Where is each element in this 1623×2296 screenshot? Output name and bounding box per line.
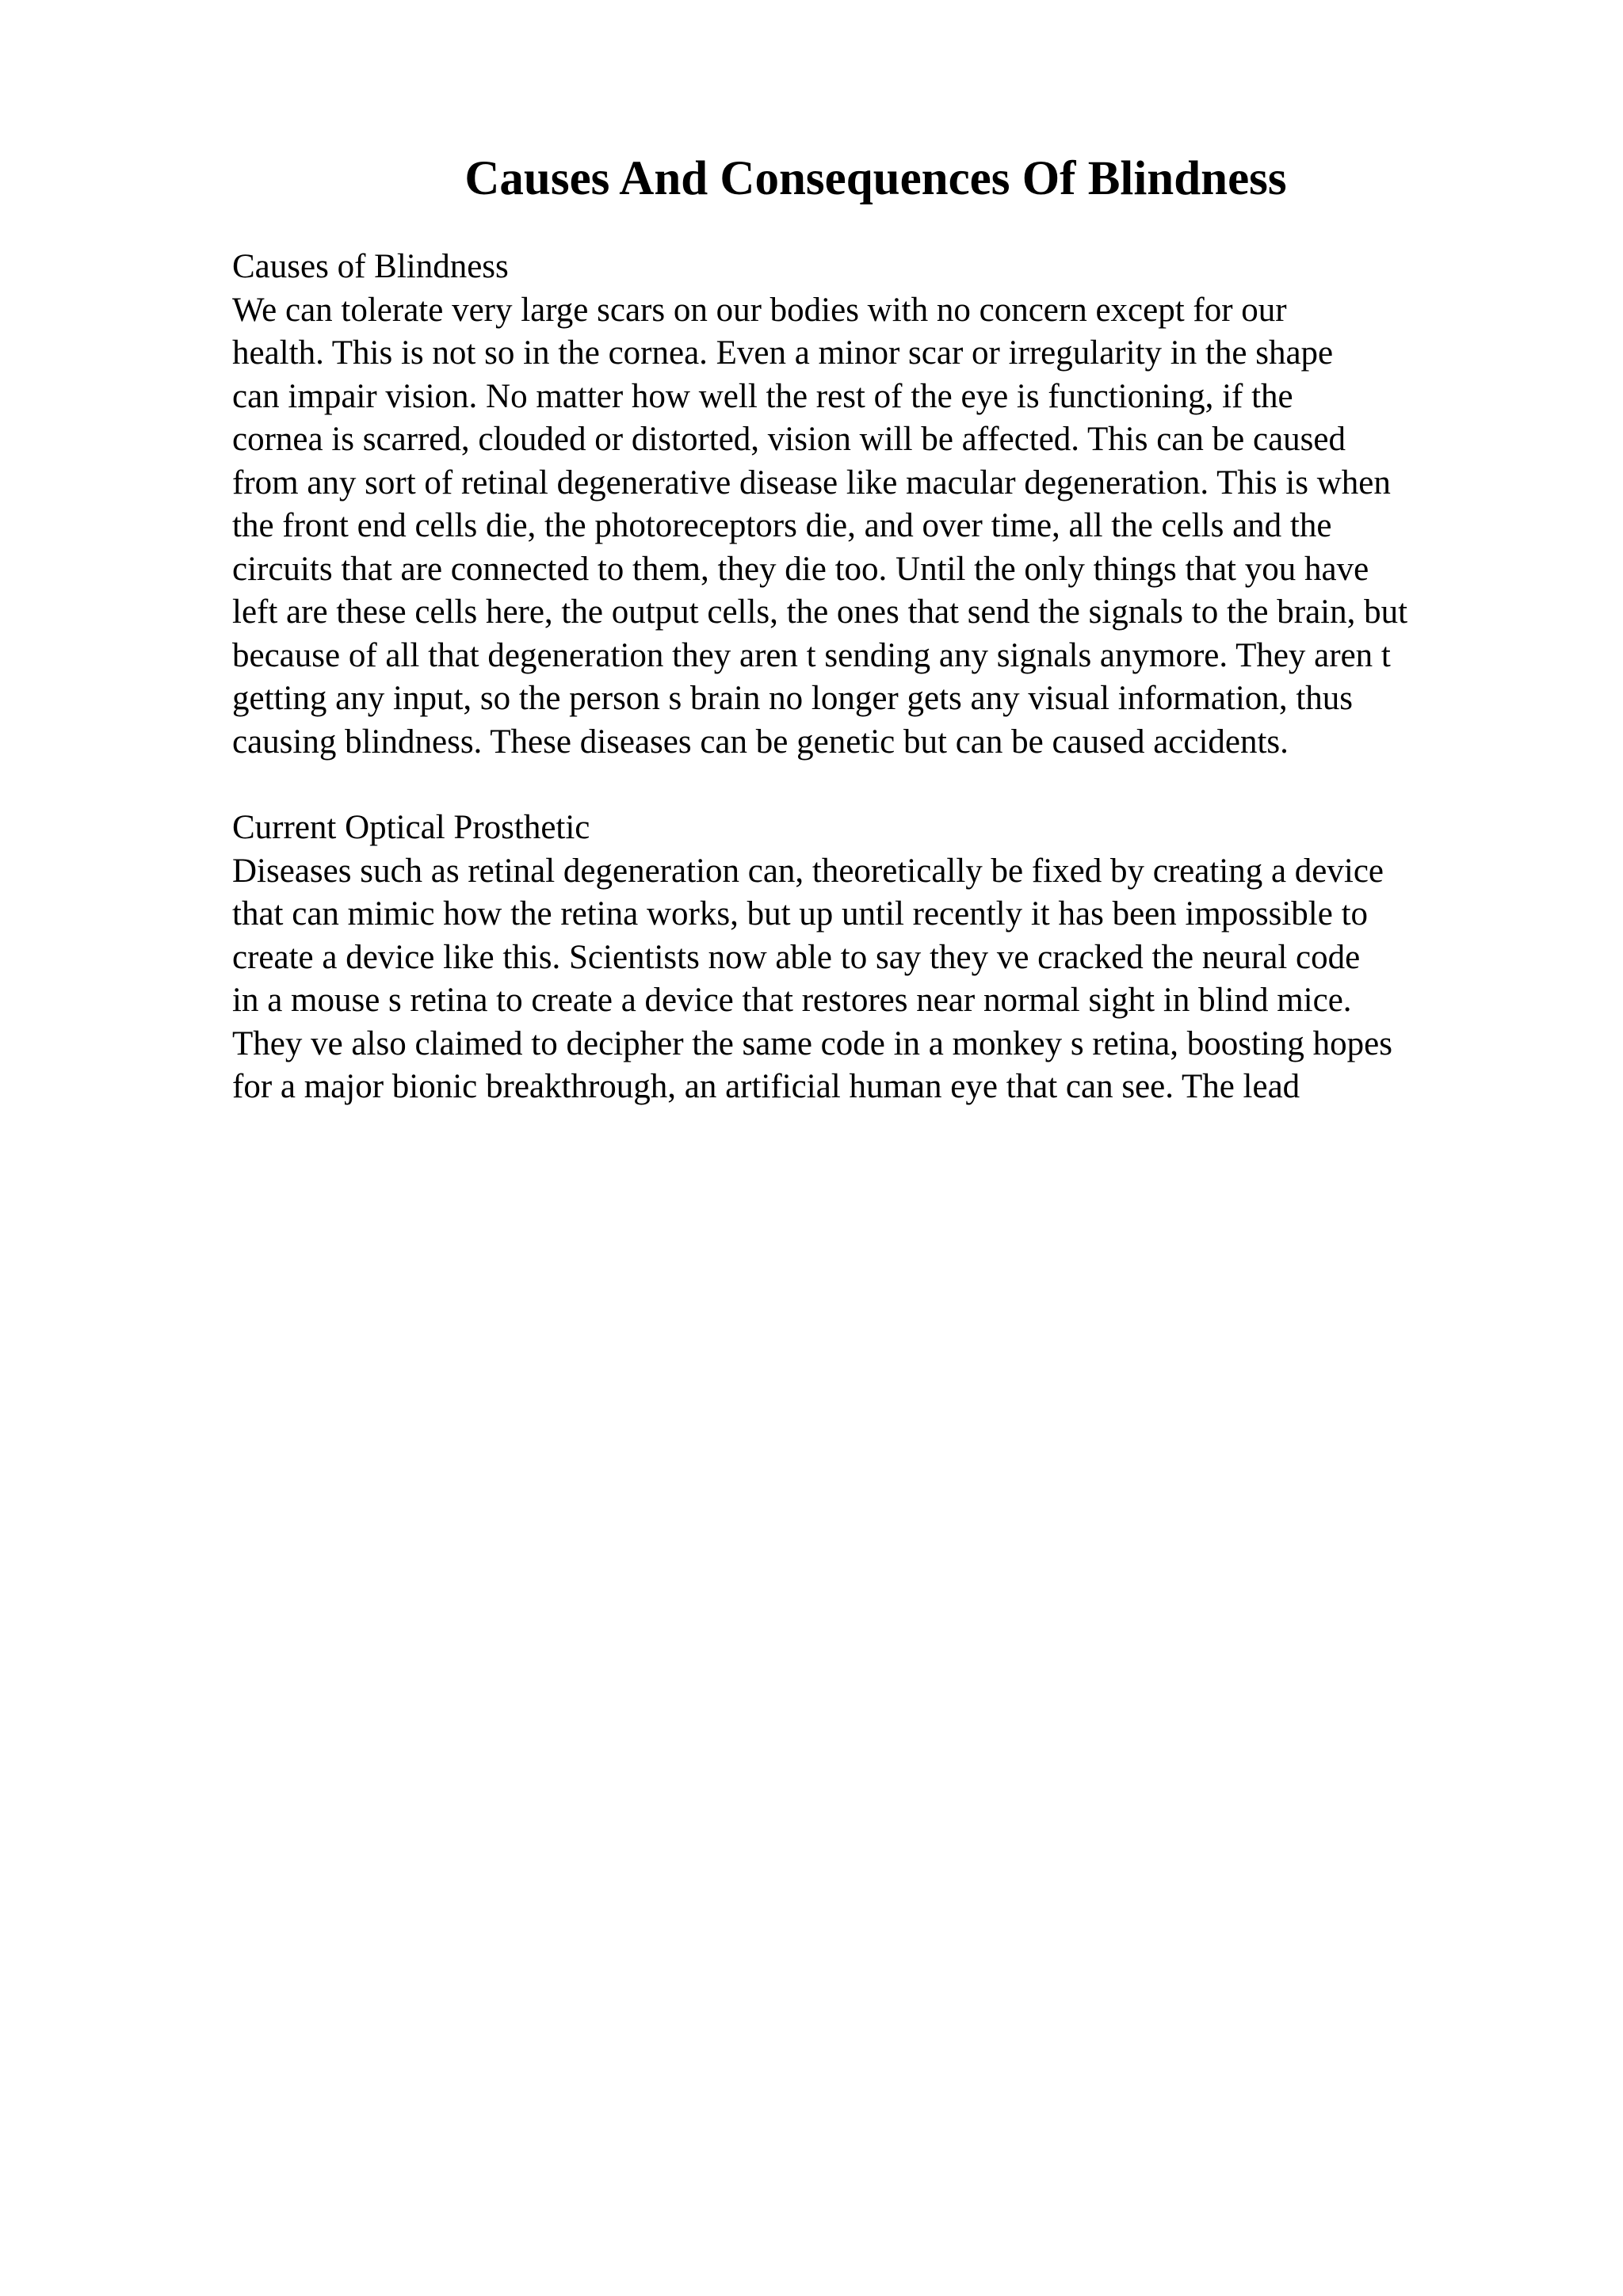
- paragraph-line: for a major bionic breakthrough, an artificial human eye that can see. The lead: [232, 1068, 1300, 1105]
- section-heading: Causes of Blindness: [232, 248, 509, 285]
- paragraph-line: getting any input, so the person s brain no longer gets any visual information, thus: [232, 680, 1354, 717]
- paragraph-line: cornea is scarred, clouded or distorted, vision will be affected. This can be caused: [232, 421, 1346, 458]
- paragraph-line: They ve also claimed to decipher the same code in a monkey s retina, boosting hopes: [232, 1024, 1392, 1062]
- paragraph-line: health. This is not so in the cornea. Even a minor scar or irregularity in the shape: [232, 334, 1334, 372]
- paragraph-line: left are these cells here, the output cells, the ones that send the signals to the brain, but: [232, 593, 1408, 631]
- paragraph-line: Diseases such as retinal degeneration can, theoretically be fixed by creating a device: [232, 852, 1384, 890]
- paragraph-line: create a device like this. Scientists now able to say they ve cracked the neural code: [232, 938, 1361, 976]
- document-body: [232, 246, 1540, 1109]
- paragraph-line: from any sort of retinal degenerative disease like macular degeneration. This is when: [232, 463, 1391, 502]
- paragraph-line: that can mimic how the retina works, but up until recently it has been impossible to: [232, 895, 1369, 933]
- paragraph-line: can impair vision. No matter how well the rest of the eye is functioning, if the: [232, 377, 1293, 415]
- paragraph-line: circuits that are connected to them, they die too. Until the only things that you have: [232, 550, 1369, 588]
- paragraph-line: the front end cells die, the photoreceptors die, and over time, all the cells and the: [232, 507, 1332, 544]
- page-title: Causes And Consequences Of Blindness: [464, 152, 1287, 205]
- paragraph-line: causing blindness. These diseases can be genetic but can be caused accidents.: [232, 723, 1289, 761]
- section-current-optical-prosthetic: [232, 807, 1540, 1109]
- section-heading: Current Optical Prosthetic: [232, 809, 590, 846]
- paragraph-line: in a mouse s retina to create a device that restores near normal sight in blind mice.: [232, 982, 1352, 1019]
- section-causes-of-blindness: [232, 246, 1540, 764]
- paragraph-line: We can tolerate very large scars on our bodies with no concern except for our: [232, 291, 1287, 329]
- paragraph-line: because of all that degeneration they aren t sending any signals anymore. They aren t: [232, 636, 1391, 674]
